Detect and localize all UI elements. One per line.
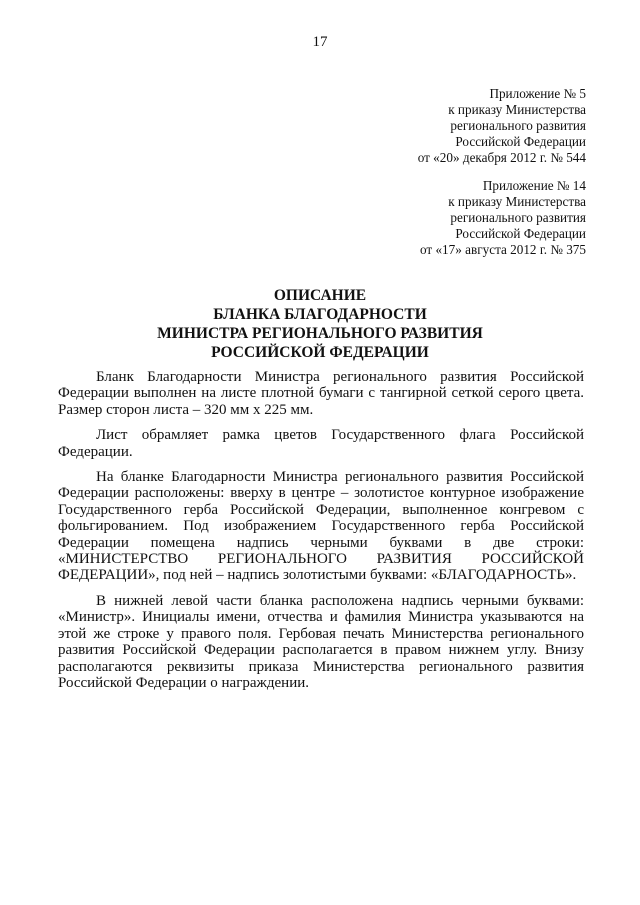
paragraph-paper-size: Бланк Благодарности Министра регионального развития Российской Федерации выполнен на листе плотной бумаги с тангирной сеткой серого цвета. Размер сторон листа – 320 мм х 225 мм.	[58, 369, 584, 418]
appendix-14-date-number: от «17» августа 2012 г. № 375	[419, 242, 586, 257]
title-line-4: РОССИЙСКОЙ ФЕДЕРАЦИИ	[211, 344, 429, 361]
paragraph-emblem: На бланке Благодарности Министра регионального развития Российской Федерации расположены: вверху в центре – золотистое контурное изображение Государственного герба Российской Федерации, выполненное конгревом с фольгированием. Под изображением Государственного герба Российской Федерации помещена надпись черными буквами в две строки: «МИНИСТЕРСТВО РЕГИОНАЛЬНОГО РАЗВИТИЯ РОССИЙСКОЙ ФЕДЕРАЦИИ», под ней – надпись золотистыми буквами: «БЛАГОДАРНОСТЬ».	[58, 469, 584, 584]
document-body	[58, 369, 584, 691]
appendix-5-date-number: от «20» декабря 2012 г. № 544	[417, 150, 586, 165]
appendix-14-order-ref: к приказу Министерства	[448, 194, 586, 209]
appendix-5-country: Российской Федерации	[455, 134, 586, 149]
page-number: 17	[312, 34, 328, 50]
title-line-3: МИНИСТРА РЕГИОНАЛЬНОГО РАЗВИТИЯ	[157, 325, 483, 342]
appendix-14-ministry: регионального развития	[450, 210, 586, 225]
title-line-1: ОПИСАНИЕ	[273, 287, 367, 304]
appendix-14-country: Российской Федерации	[455, 226, 586, 241]
title-line-2: БЛАНКА БЛАГОДАРНОСТИ	[213, 306, 427, 323]
appendix-block-14	[420, 178, 586, 258]
appendix-block-5	[418, 86, 586, 166]
appendix-14-title: Приложение № 14	[482, 178, 586, 193]
document-title	[0, 286, 640, 362]
paragraph-frame: Лист обрамляет рамка цветов Государственного флага Российской Федерации.	[58, 427, 584, 460]
appendix-5-ministry: регионального развития	[450, 118, 586, 133]
appendix-5-title: Приложение № 5	[489, 86, 586, 101]
appendix-5-order-ref: к приказу Министерства	[448, 102, 586, 117]
paragraph-signature: В нижней левой части бланка расположена надпись черными буквами: «Министр». Инициалы имени, отчества и фамилия Министра указываются на этой же строке у правого поля. Гербовая печать Министерства регионального развития Российской Федерации располагается в правом нижнем углу. Внизу располагаются реквизиты приказа Министерства регионального развития Российской Федерации о награждении.	[58, 592, 584, 691]
